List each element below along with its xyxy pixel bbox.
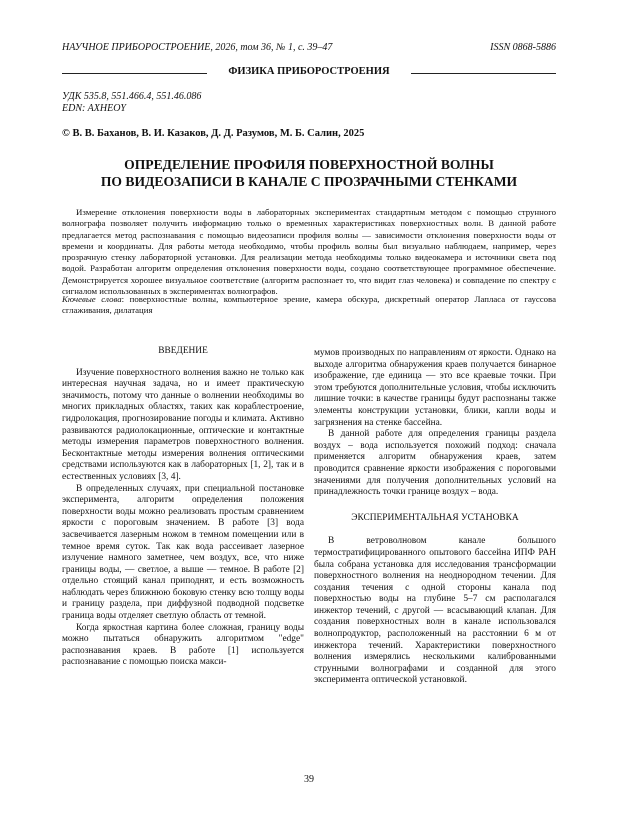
edn: EDN: AXHEOY (62, 103, 126, 114)
keywords-label: Кючевые слова (62, 294, 122, 304)
issn: ISSN 0868-5886 (490, 42, 556, 53)
title-line-2: ПО ВИДЕОЗАПИСИ В КАНАЛЕ С ПРОЗРАЧНЫМИ СТЕНКАМИ (100, 174, 518, 189)
paragraph: В данной работе для определения границы раздела воздух – вода используется похожий подход: сначала применяется алгоритм обнаружения краев, затем проводится сравнение яркости изображения с пороговыми значениями для получения дополнительных условий на принадлежность точки границе воздух – вода. (314, 429, 556, 498)
paragraph: мумов производных по направлениям от яркости. Однако на выходе алгоритма обнаружения краев получается бинарное изображение, где единица — это все краевые точки. При этом требуются дополнительные условия, чтобы исключить лишние точки: в качестве границы будут распознаны также элементы конструкции установки, блики, капли воды и загрязнения на стенке бассейна. (314, 348, 556, 428)
paragraph: Когда яркостная картина более сложная, границу воды можно пытаться обнаружить алгоритмом "edge" распознавания краев. В работе [1] используется распознавание с помощью поиска макси- (62, 622, 304, 668)
paper-title (62, 156, 556, 190)
title-line-1: ОПРЕДЕЛЕНИЕ ПРОФИЛЯ ПОВЕРХНОСТНОЙ ВОЛНЫ (124, 157, 494, 172)
paragraph: В определенных случаях, при специальной постановке эксперимента, алгоритм определения положения поверхности воды можно реализовать простым сравнением яркости с пороговым значением. В работе [3] вода засвечивается лазерным ножом в темном помещении или в темное время суток. Так как вода рассеивает лазерное излучение намного заметнее, чем воздух, все, что ниже границы воды, — светлое, а выше — темное. В работе [2] отдельно стоящий канал приподнят, и есть возможность наблюдать через ближнюю боковую стенку всю толщу воды и границу раздела, при диффузной подводной подсветке граница воды отделяет светлую область от темной. (62, 483, 304, 622)
abstract (62, 207, 556, 297)
abstract-text: Измерение отклонения поверхности воды в лабораторных экспериментах стандартным методом с помощью струнного волнографа позволяет получить информацию только о временных характеристиках поверхностных волн. В данной работе предлагается метод распознавания с помощью видеозаписи профиля волны — зависимости отклонения поверхности воды от времени и координаты. Для работы метода необходимо, чтобы профиль волны был визуально наблюдаем, например, через прозрачную стенку лабораторной установки. Для реализации метода необходимы только видеокамера и источники света под водой. Разработан алгоритм определения отклонения поверхности воды, создано соответствующее программное обеспечение. Демонстрируется хорошее визуальное соответствие (алгоритм распознает то, что видит глаз человека) и совпадение по спектру с сигналом использованных в экспериментах волнографов. (62, 207, 556, 297)
setup-heading: ЭКСПЕРИМЕНТАЛЬНАЯ УСТАНОВКА (351, 512, 519, 523)
keywords (62, 294, 556, 317)
page-number: 39 (304, 774, 314, 785)
intro-heading: ВВЕДЕНИЕ (158, 346, 208, 356)
left-column (62, 346, 304, 669)
journal-citation: НАУЧНОЕ ПРИБОРОСТРОЕНИЕ, 2026, том 36, № 1, с. 39–47 (62, 42, 333, 53)
running-header (62, 42, 556, 56)
section-title: ФИЗИКА ПРИБОРОСТРОЕНИЯ (62, 66, 556, 82)
paragraph: В ветроволновом канале большого термостратифицированного опытового бассейна ИПФ РАН была собрана установка для исследования трансформации поверхностного волнения на неоднородном течении. Для создания течения с одной стороны канала под поверхностью воды на глубине 5–7 см располагался инжектор течений, с другой — всасывающий клапан. Для создания поверхностных волн в канале использовался волнопродуктор, расположенный на расстоянии 6 м от инжектора течений. Характеристики поверхностного волнения измерялись несколькими калиброванными струнными волнографами и созданной для этого эксперимента оптической установкой. (314, 536, 556, 686)
right-column (314, 348, 556, 687)
udk: УДК 535.8, 551.466.4, 551.46.086 (62, 91, 202, 102)
paragraph: Изучение поверхностного волнения важно не только как интересная научная задача, но и имеет практическую значимость, потому что данные о волнении необходимы во многих прикладных областях, таких как кораблестроение, гидролокация, прогнозирование погоды и климата. Активно развиваются радиолокационные, оптические и контактные методы измерения параметров поверхностного волнения. Бесконтактные методы измерения волнения оптическими средствами используются как в лабораторных [1, 2], так и в естественных условиях [3, 4]. (62, 367, 304, 482)
keywords-text: : поверхностные волны, компьютерное зрение, камера обскура, дискретный оператор Лапласа от гауссова сглаживания, дилатация (62, 294, 556, 316)
authors: © В. В. Баханов, В. И. Казаков, Д. Д. Разумов, М. Б. Салин, 2025 (62, 128, 365, 139)
